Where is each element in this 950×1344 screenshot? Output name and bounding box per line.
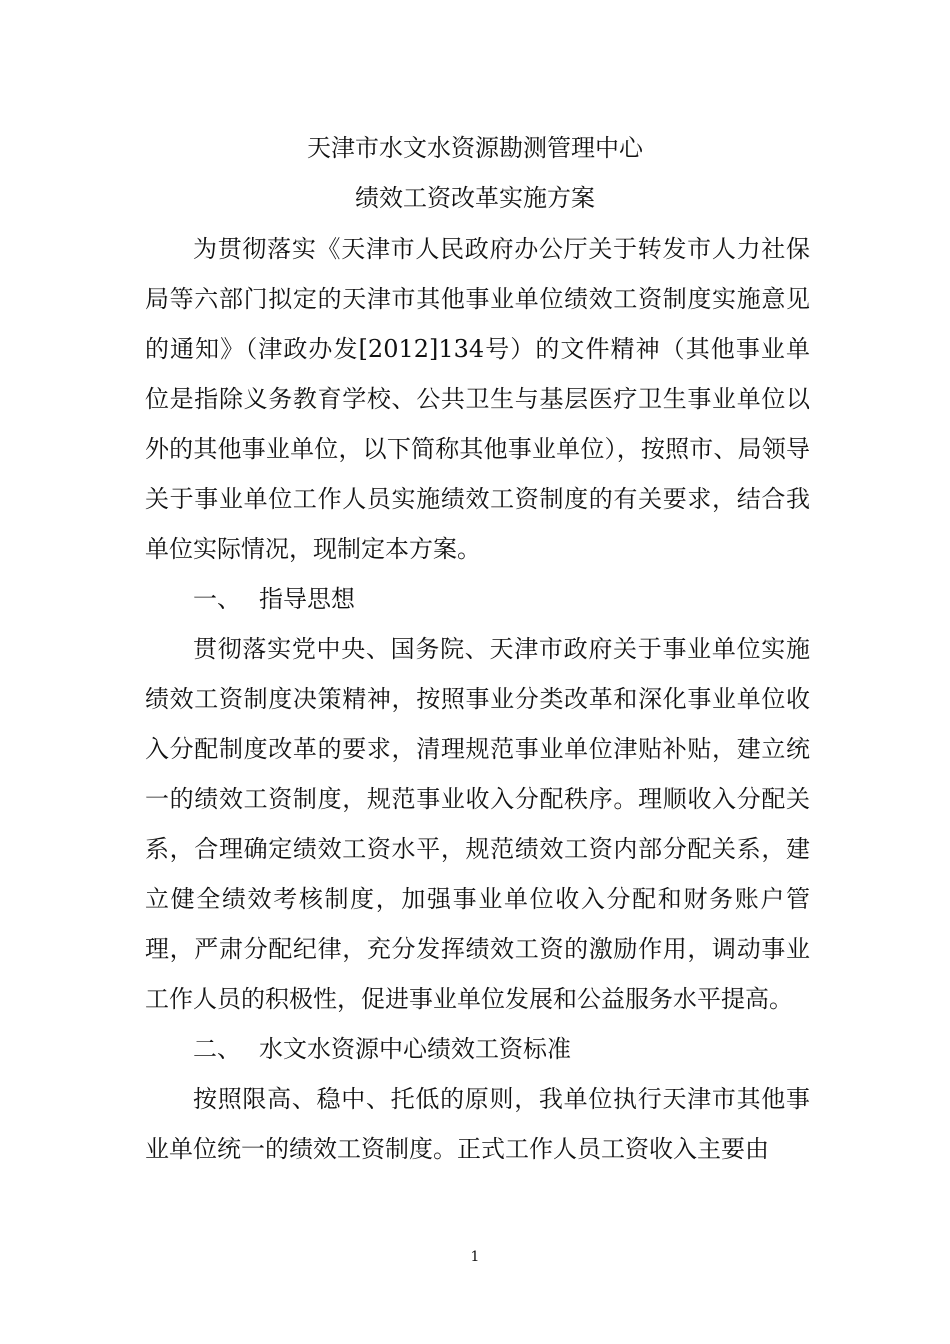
document-title-line2: 绩效工资改革实施方案	[355, 184, 595, 212]
section-paragraph-2: 按照限高、稳中、托低的原则，我单位执行天津市其他事业单位统一的绩效工资制度。正式工作人员工资收入主要由	[145, 1085, 810, 1163]
page-number: 1	[470, 1249, 480, 1265]
section-number-1: 一、	[193, 585, 241, 613]
document-title-line1: 天津市水文水资源勘测管理中心	[307, 134, 643, 162]
section-heading-text-1: 指导思想	[259, 585, 355, 613]
intro-paragraph: 为贯彻落实《天津市人民政府办公厅关于转发市人力社保局等六部门拟定的天津市其他事业单位绩效工资制度实施意见的通知》（津政办发[2012]134号）的文件精神（其他事业单位是指除义务教育学校、公共卫生与基层医疗卫生事业单位以外的其他事业单位，以下简称其他事业单位），按照市、局领导关于事业单位工作人员实施绩效工资制度的有关要求，结合我单位实际情况，现制定本方案。	[145, 235, 810, 563]
section-heading-2	[145, 1024, 810, 1074]
section-heading-text-2: 水文水资源中心绩效工资标准	[259, 1035, 571, 1063]
section-heading-1	[145, 574, 810, 624]
section-number-2: 二、	[193, 1035, 241, 1063]
document-body	[145, 224, 810, 1174]
section-paragraph-1: 贯彻落实党中央、国务院、天津市政府关于事业单位实施绩效工资制度决策精神，按照事业分类改革和深化事业单位收入分配制度改革的要求，清理规范事业单位津贴补贴，建立统一的绩效工资制度，规范事业收入分配秩序。理顺收入分配关系，合理确定绩效工资水平，规范绩效工资内部分配关系，建立健全绩效考核制度，加强事业单位收入分配和财务账户管理，严肃分配纪律，充分发挥绩效工资的激励作用，调动事业工作人员的积极性，促进事业单位发展和公益服务水平提高。	[145, 635, 810, 1013]
